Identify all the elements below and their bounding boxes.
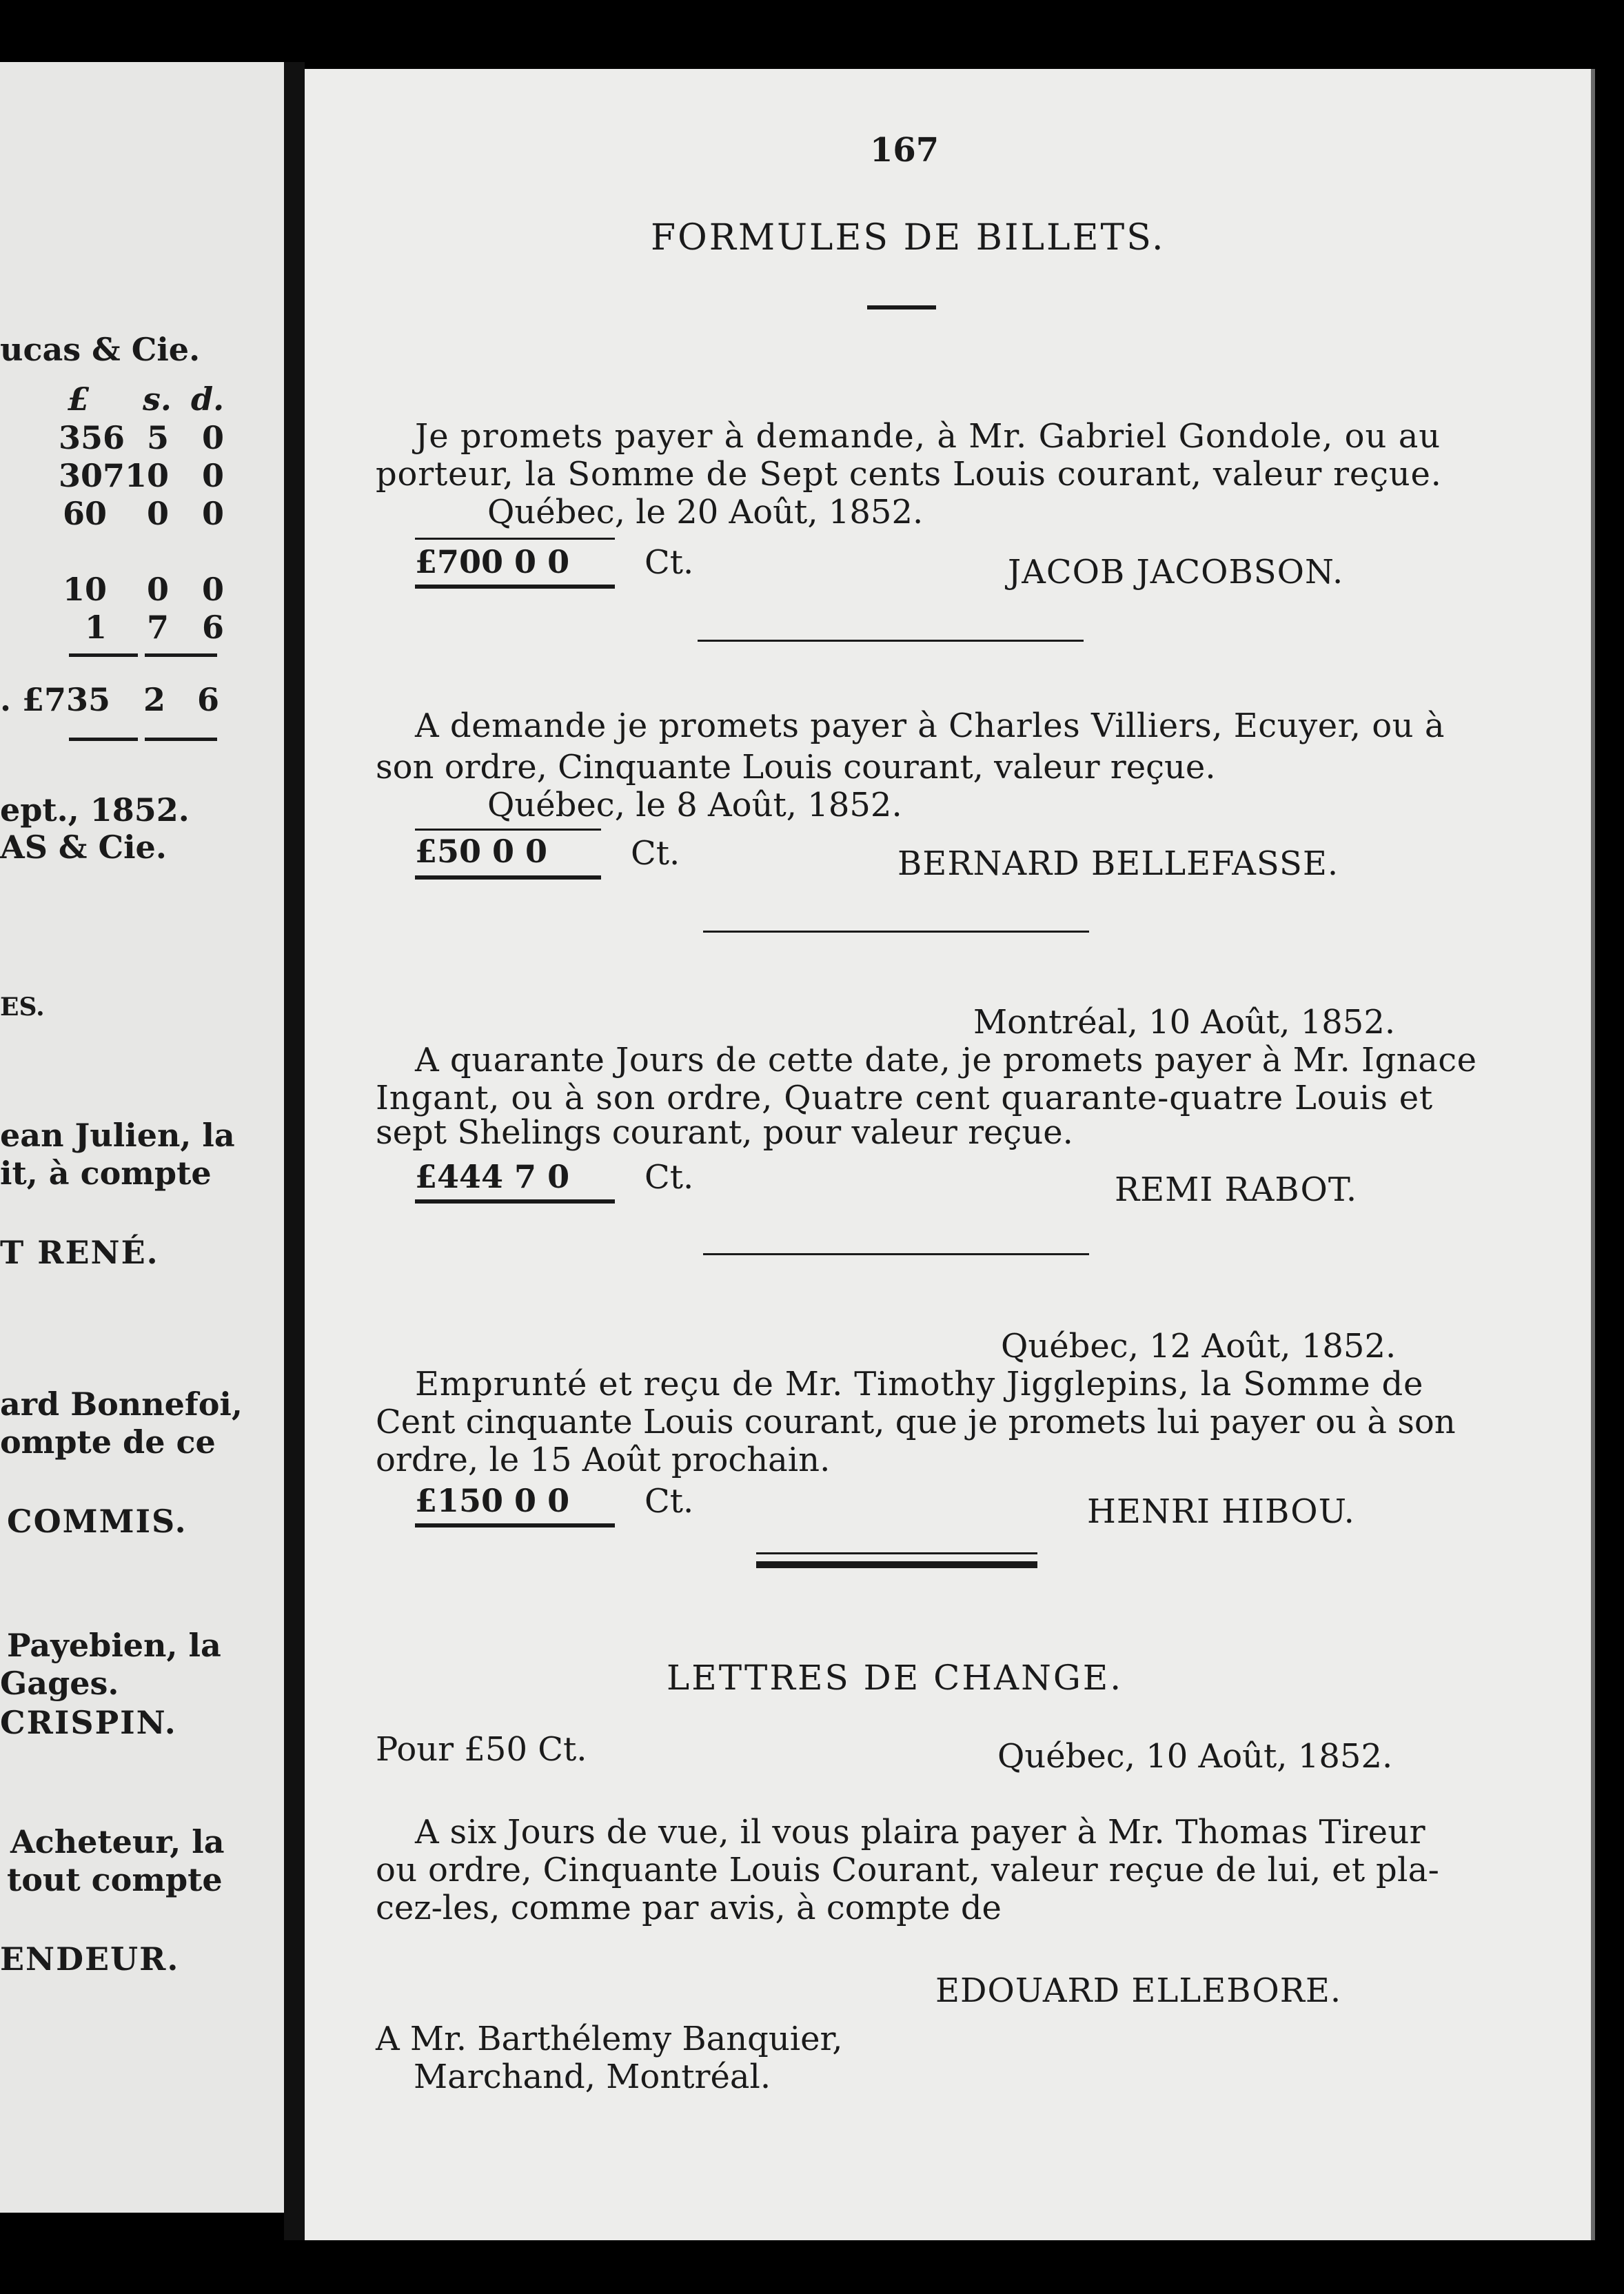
total-rule-shillings xyxy=(145,738,217,741)
billet2-date: Québec, le 8 Août, 1852. xyxy=(487,786,902,824)
lettres-signature: EDOUARD ELLEBORE. xyxy=(935,1971,1342,2010)
left-p1-line1: ean Julien, la xyxy=(0,1117,235,1154)
billet4-signature: HENRI HIBOU. xyxy=(1087,1492,1355,1531)
left-heading-fragment: ES. xyxy=(0,993,45,1022)
header-pence: d. xyxy=(191,380,225,418)
billet1-amount-underline xyxy=(415,585,615,589)
left-p1-line2: it, à compte xyxy=(0,1155,212,1192)
billet3-amount: £444 7 0 xyxy=(415,1158,570,1195)
left-page xyxy=(0,62,284,2213)
left-p2-line2: ompte de ce xyxy=(0,1423,216,1461)
separator-3 xyxy=(703,1253,1089,1255)
row-4-pence: 0 xyxy=(201,571,224,608)
billet2-line1: A demande je promets payer à Charles Villiers, Ecuyer, ou à xyxy=(415,707,1445,745)
billet2-signature: BERNARD BELLEFASSE. xyxy=(897,844,1339,883)
left-p4-line1: Acheteur, la xyxy=(10,1823,225,1860)
row-2-pounds: 307 xyxy=(59,457,125,494)
lettres-pour: Pour £50 Ct. xyxy=(376,1730,587,1769)
row-3-pence: 0 xyxy=(201,495,224,532)
separator-2 xyxy=(703,931,1089,933)
billet2-ct: Ct. xyxy=(631,834,680,873)
billet3-date: Montréal, 10 Août, 1852. xyxy=(973,1003,1396,1042)
left-sig1: T RENÉ. xyxy=(0,1234,159,1271)
billet1-signature: JACOB JACOBSON. xyxy=(1008,553,1344,591)
billet4-line1: Emprunté et reçu de Mr. Timothy Jigglepins, la Somme de xyxy=(415,1365,1424,1403)
billet1-line2: porteur, la Somme de Sept cents Louis courant, valeur reçue. xyxy=(376,455,1442,494)
billet4-ct: Ct. xyxy=(644,1482,694,1521)
separator-1 xyxy=(698,640,1084,642)
left-p4-line2: tout compte xyxy=(7,1861,223,1898)
row-4-pounds: 10 xyxy=(62,571,107,608)
row-1-shillings: 5 xyxy=(146,419,169,456)
row-2-pence: 0 xyxy=(201,457,224,494)
row-5-shillings: 7 xyxy=(146,609,169,646)
page-title: FORMULES DE BILLETS. xyxy=(651,217,1166,258)
billet1-amount: £700 0 0 xyxy=(415,543,570,580)
billet3-line2: Ingant, ou à son ordre, Quatre cent quarante-quatre Louis et xyxy=(376,1079,1433,1117)
right-page xyxy=(305,69,1595,2240)
total-rule-pounds xyxy=(69,738,138,741)
lettres-address-line2: Marchand, Montréal. xyxy=(414,2058,771,2096)
billet3-line3: sept Shelings courant, pour valeur reçue. xyxy=(376,1113,1073,1152)
section-rule-thin xyxy=(756,1552,1037,1554)
billet3-amount-underline xyxy=(415,1199,615,1204)
total-pounds: . £735 xyxy=(0,681,111,718)
billet3-signature: REMI RABOT. xyxy=(1115,1170,1358,1209)
row-1-pence: 0 xyxy=(201,419,224,456)
lettres-address-line1: A Mr. Barthélemy Banquier, xyxy=(376,2020,843,2058)
row-5-pence: 6 xyxy=(201,609,224,646)
sum-rule-shillings xyxy=(145,653,217,657)
row-2-shillings: 10 xyxy=(124,457,169,494)
left-sig4: ENDEUR. xyxy=(0,1940,180,1978)
billet4-amount: £150 0 0 xyxy=(415,1482,570,1519)
billet1-ct: Ct. xyxy=(644,543,694,582)
left-date: ept., 1852. xyxy=(0,791,190,829)
billet4-line3: ordre, le 15 Août prochain. xyxy=(376,1441,831,1479)
billet3-ct: Ct. xyxy=(644,1158,694,1197)
lettres-line3: cez-les, comme par avis, à compte de xyxy=(376,1889,1002,1927)
total-shillings: 2 xyxy=(143,681,166,718)
total-pence: 6 xyxy=(197,681,220,718)
billet3-line1: A quarante Jours de cette date, je promets payer à Mr. Ignace xyxy=(415,1041,1477,1079)
billet1-date: Québec, le 20 Août, 1852. xyxy=(487,493,924,531)
left-p3-line1: Payebien, la xyxy=(7,1627,221,1664)
billet2-amount-overline xyxy=(415,829,601,831)
lettres-line1: A six Jours de vue, il vous plaira payer à Mr. Thomas Tireur xyxy=(415,1813,1425,1851)
billet2-amount-underline xyxy=(415,875,601,880)
billet4-amount-underline xyxy=(415,1523,615,1527)
row-3-shillings: 0 xyxy=(146,495,169,532)
sum-rule-pounds xyxy=(69,653,138,657)
billet1-amount-overline xyxy=(415,538,615,540)
header-shillings: s. xyxy=(143,380,172,418)
billet4-date: Québec, 12 Août, 1852. xyxy=(1001,1327,1397,1366)
row-5-pounds: 1 xyxy=(84,609,107,646)
billet1-line1: Je promets payer à demande, à Mr. Gabriel Gondole, ou au xyxy=(415,417,1441,456)
lettres-date: Québec, 10 Août, 1852. xyxy=(997,1737,1393,1776)
left-sig2: COMMIS. xyxy=(7,1503,187,1540)
section-rule-thick xyxy=(756,1561,1037,1568)
left-signature-firm: AS & Cie. xyxy=(0,829,167,866)
lettres-title: LETTRES DE CHANGE. xyxy=(667,1658,1124,1698)
book-gutter xyxy=(284,62,305,2240)
row-3-pounds: 60 xyxy=(62,495,107,532)
row-4-shillings: 0 xyxy=(146,571,169,608)
billet2-amount: £50 0 0 xyxy=(415,833,548,870)
page-number: 167 xyxy=(870,131,940,170)
billet4-line2: Cent cinquante Louis courant, que je promets lui payer ou à son xyxy=(376,1403,1456,1441)
left-sig3: CRISPIN. xyxy=(0,1704,177,1741)
header-pounds: £ xyxy=(68,380,90,418)
billet2-line2: son ordre, Cinquante Louis courant, valeur reçue. xyxy=(376,748,1216,786)
left-p2-line1: ard Bonnefoi, xyxy=(0,1385,243,1423)
firm-name: ucas & Cie. xyxy=(0,331,201,368)
lettres-line2: ou ordre, Cinquante Louis Courant, valeur reçue de lui, et pla- xyxy=(376,1851,1440,1889)
row-1-pounds: 356 xyxy=(59,419,125,456)
left-p3-line2: Gages. xyxy=(0,1665,119,1702)
title-rule xyxy=(867,305,936,309)
